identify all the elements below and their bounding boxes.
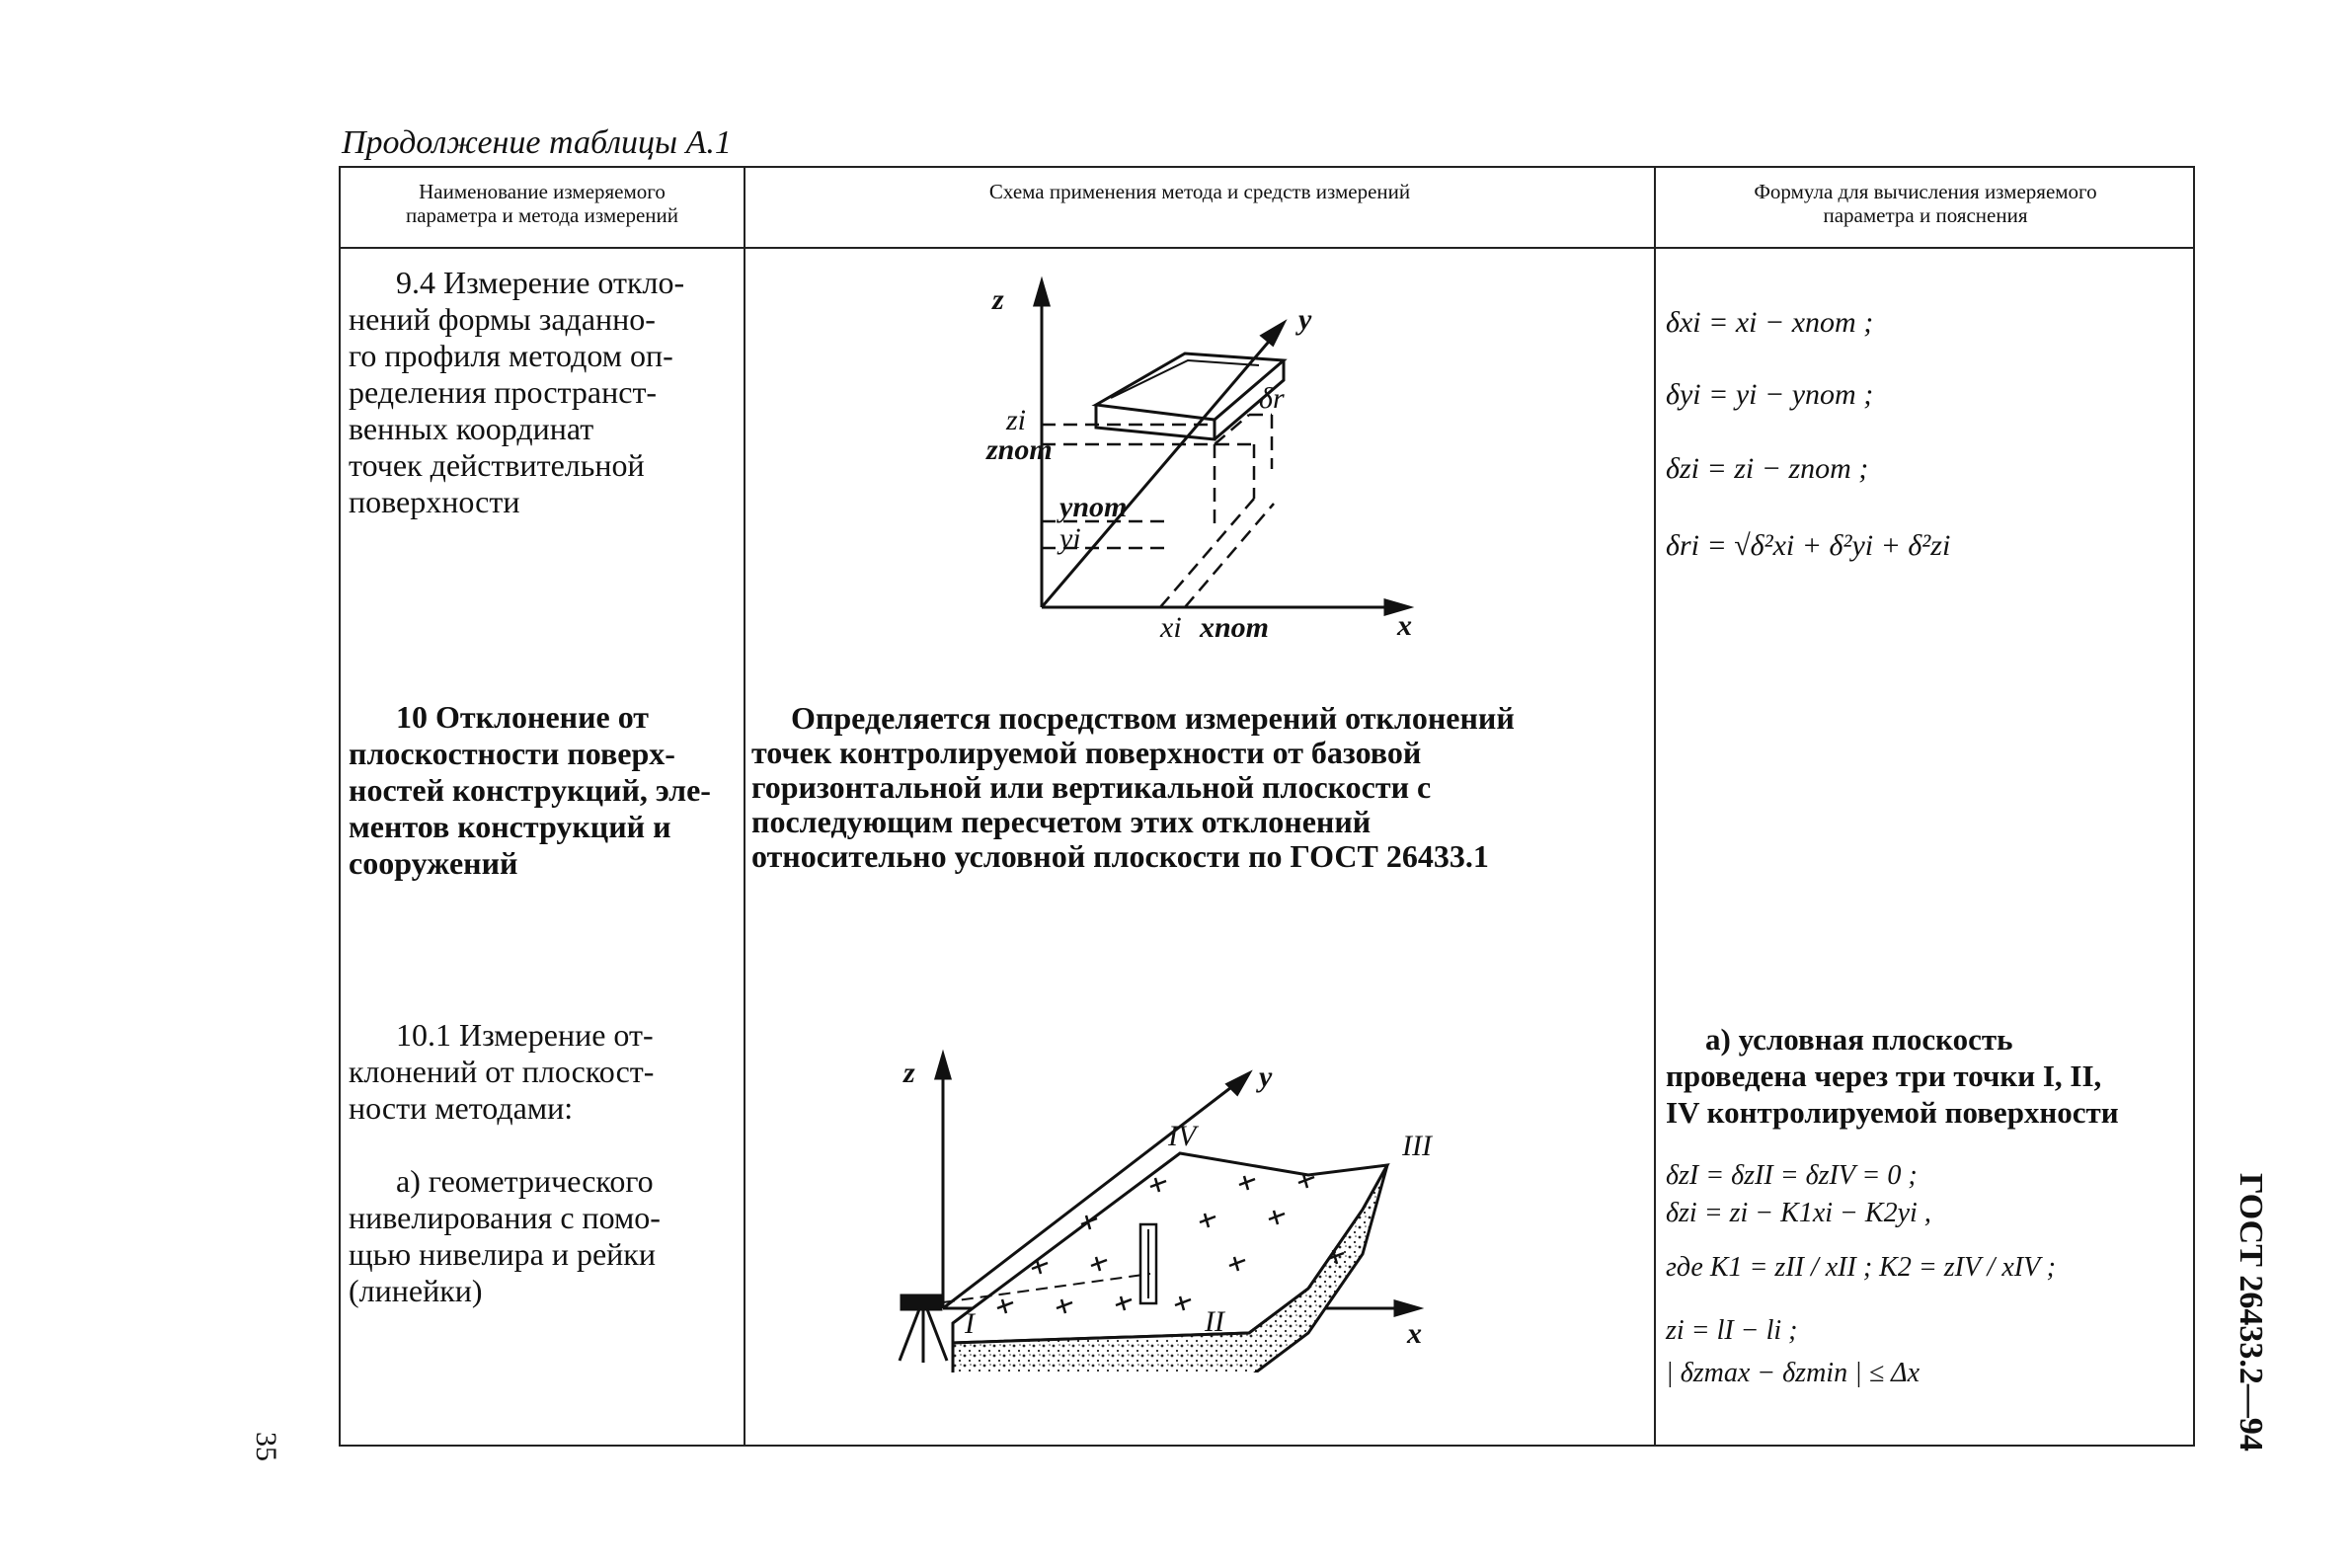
formula-dr: δri = √δ²xi + δ²yi + δ²zi bbox=[1666, 529, 1951, 562]
y-axis bbox=[1042, 336, 1274, 607]
formula-zi: zi = lI − li ; bbox=[1666, 1315, 1798, 1346]
xnom-label: xnom bbox=[1200, 611, 1270, 637]
x-axis-arrow bbox=[1395, 1301, 1419, 1315]
text-line: клонений от плоскост- bbox=[349, 1054, 655, 1089]
dr-label: δr bbox=[1259, 382, 1285, 415]
text-line: нений формы заданно- bbox=[349, 301, 656, 337]
leveling-diagram bbox=[854, 1047, 1526, 1372]
column-divider bbox=[1654, 168, 1656, 1445]
text-line: плоскостности поверх- bbox=[349, 736, 675, 771]
table-caption: Продолжение таблицы А.1 bbox=[342, 124, 732, 161]
text-line: последующим пересчетом этих отклонений bbox=[751, 804, 1372, 839]
text-line: горизонтальной или вертикальной плоскости с bbox=[751, 769, 1432, 805]
text-line: ностей конструкций, эле- bbox=[349, 772, 711, 808]
point-ii-label: II bbox=[1205, 1305, 1224, 1338]
y-axis-arrow bbox=[1262, 323, 1284, 345]
text-line: относительно условной плоскости по ГОСТ 26433.1 bbox=[751, 838, 1489, 874]
column-divider bbox=[744, 168, 745, 1445]
y-label: y bbox=[1298, 303, 1312, 336]
text-line: ментов конструкций и bbox=[349, 809, 671, 844]
header-line: параметра и метода измерений bbox=[405, 203, 679, 227]
point-iv-label: IV bbox=[1168, 1120, 1197, 1152]
row-10-1-note bbox=[1666, 1021, 2119, 1131]
formula-coefficients: где K1 = zII / xII ; K2 = zIV / xIV ; bbox=[1666, 1252, 2056, 1283]
zi-label: zi bbox=[1006, 404, 1027, 436]
z-label: z bbox=[903, 1057, 915, 1089]
text-line: точек контролируемой поверхности от базовой bbox=[751, 735, 1422, 770]
text-line: 9.4 Измерение откло- bbox=[396, 265, 685, 300]
level-instrument bbox=[902, 1295, 941, 1309]
xi-label: xi bbox=[1160, 611, 1182, 637]
header-divider bbox=[341, 247, 2193, 249]
header-line: Наименование измеряемого bbox=[419, 180, 666, 203]
z-axis-arrow bbox=[936, 1055, 950, 1078]
row-10-name bbox=[349, 699, 711, 882]
text-line: 10 Отклонение от bbox=[396, 699, 650, 735]
y-axis-arrow bbox=[1227, 1073, 1249, 1094]
text-line: венных координат bbox=[349, 411, 594, 446]
formula-tolerance: | δzmax − δzmin | ≤ Δx bbox=[1666, 1358, 1920, 1388]
text-line: (линейки) bbox=[349, 1273, 483, 1308]
part-front-face bbox=[1096, 405, 1215, 439]
header-line: Схема применения метода и средств измерений bbox=[988, 180, 1411, 203]
header-col-scheme bbox=[745, 180, 1654, 203]
text-line bbox=[349, 1127, 661, 1163]
text-line: Определяется посредством измерений отклонений bbox=[791, 700, 1515, 736]
ynom-label: ynom bbox=[1059, 491, 1128, 523]
header-line: Формула для вычисления измеряемого bbox=[1754, 180, 2097, 203]
text-line: ределения пространст- bbox=[349, 374, 658, 410]
formula-dy: δyi = yi − ynom ; bbox=[1666, 378, 1874, 411]
standard-code: ГОСТ 26433.2—94 bbox=[2233, 1173, 2269, 1451]
deviation-vector bbox=[1215, 415, 1249, 444]
text-line: IV контролируемой поверхности bbox=[1666, 1095, 2119, 1130]
row-9-4-name bbox=[349, 265, 684, 520]
row-10-1-name bbox=[349, 1017, 661, 1309]
text-line: нивелирования с помо- bbox=[349, 1200, 661, 1235]
y-label: y bbox=[1259, 1060, 1273, 1093]
part-top-face bbox=[1096, 353, 1284, 420]
text-line: поверхности bbox=[349, 484, 520, 519]
formula-base-points: δzI = δzII = δzIV = 0 ; bbox=[1666, 1160, 1918, 1191]
point-iii-label: III bbox=[1402, 1130, 1432, 1162]
formula-dzi: δzi = zi − K1xi − K2yi , bbox=[1666, 1198, 1931, 1228]
yi-label: yi bbox=[1059, 522, 1081, 555]
tripod-leg bbox=[927, 1309, 947, 1361]
znom-label: znom bbox=[986, 433, 1053, 466]
text-line: а) условная плоскость bbox=[1705, 1022, 2013, 1057]
z-label: z bbox=[992, 283, 1004, 316]
x-label: x bbox=[1397, 609, 1412, 637]
text-line: ности методами: bbox=[349, 1090, 574, 1126]
formula-dx: δxi = xi − xnom ; bbox=[1666, 306, 1874, 339]
header-col-name bbox=[341, 180, 744, 227]
formula-dz: δzi = zi − znom ; bbox=[1666, 452, 1869, 485]
header-line: параметра и пояснения bbox=[1823, 203, 2028, 227]
x-label: x bbox=[1407, 1317, 1422, 1350]
xnom-projection bbox=[1185, 504, 1274, 607]
profile-coordinate-diagram bbox=[933, 272, 1486, 637]
tripod-leg bbox=[900, 1309, 919, 1361]
text-line: а) геометрического bbox=[396, 1163, 654, 1199]
text-line: сооружений bbox=[349, 845, 518, 881]
text-line: проведена через три точки I, II, bbox=[1666, 1058, 2102, 1093]
point-i-label: I bbox=[965, 1307, 975, 1340]
header-col-formula bbox=[1656, 180, 2195, 227]
row-10-method bbox=[751, 701, 1515, 874]
text-line: щью нивелира и рейки bbox=[349, 1236, 656, 1272]
page-number: 35 bbox=[250, 1432, 282, 1461]
xi-projection bbox=[1160, 499, 1254, 607]
measurement-table bbox=[339, 166, 2195, 1447]
text-line: точек действительной bbox=[349, 447, 645, 483]
text-line: го профиля методом оп- bbox=[349, 338, 673, 373]
z-axis-arrow bbox=[1035, 281, 1049, 305]
text-line: 10.1 Измерение от- bbox=[396, 1017, 654, 1053]
